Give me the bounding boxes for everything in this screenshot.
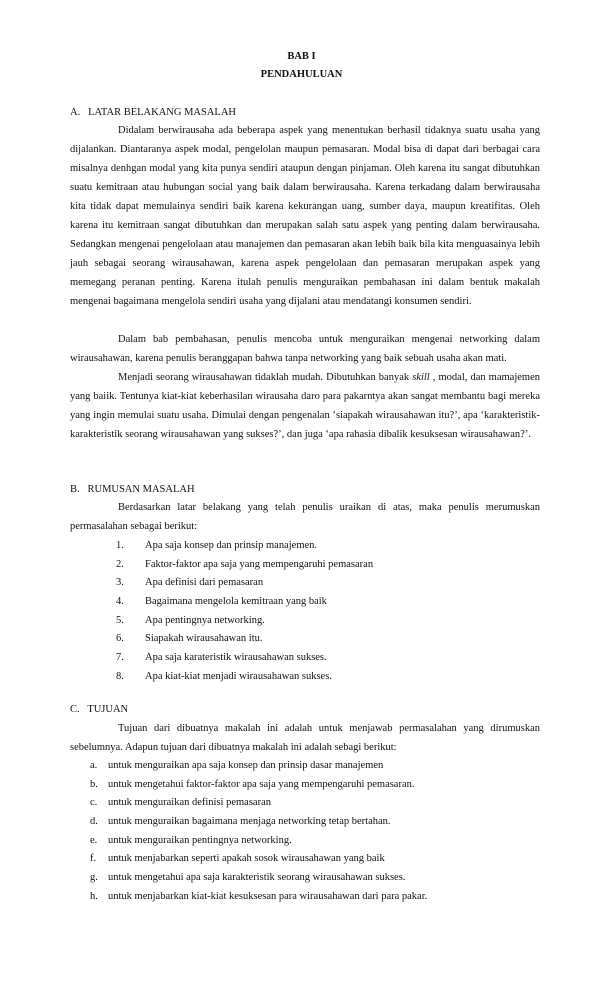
section-c-intro [70, 719, 540, 757]
list-item-text: untuk menjabarkan kiat-kiat kesuksesan para wirausahawan dari para pakar. [108, 890, 428, 902]
objective-list [70, 757, 550, 907]
section-a-paragraph-3-text-before: Menjadi seorang wirausahawan tidaklah mudah. Dibutuhkan banyak [118, 372, 413, 383]
list-item-text: Faktor-faktor apa saja yang mempengaruhi pemasaran [145, 558, 374, 570]
list-item-text: untuk menguraikan bagaimana menjaga networking tetap bertahan. [108, 816, 391, 828]
list-item-letter: b. [90, 778, 98, 790]
list-item-letter: f. [90, 853, 97, 865]
section-a-paragraph-2 [70, 330, 540, 368]
list-item-text: Apa kiat-kiat menjadi wirausahawan sukses. [145, 670, 332, 682]
list-item-text: untuk mengetahui faktor-faktor apa saja yang mempengaruhi pemasaran. [108, 778, 415, 790]
problem-list [70, 537, 550, 687]
skill-emphasis: skill [412, 372, 430, 383]
list-item [70, 649, 550, 668]
list-item [70, 850, 550, 869]
list-item-text: Apa saja konsep dan prinsip manajemen. [145, 540, 318, 551]
list-item [70, 668, 550, 687]
list-item-text: untuk menguraikan definisi pemasaran [108, 797, 271, 809]
list-item [70, 593, 550, 612]
list-item [70, 612, 550, 631]
list-item-text: Siapakah wirausahawan itu. [145, 633, 263, 645]
list-item-letter: d. [90, 816, 98, 828]
chapter-title: PENDAHULUAN [260, 69, 343, 80]
section-a-paragraph-3 [70, 368, 540, 444]
list-item [70, 537, 550, 556]
list-item-number: 8. [116, 670, 124, 682]
section-c-heading: C. TUJUAN [70, 704, 129, 715]
section-a-paragraph-2-text: Dalam bab pembahasan, penulis mencoba untuk menguraikan mengenai networking dalam wirausahawan, karena penulis beranggapan bahwa tanpa networking yang baik sebuah usaha akan mati. [70, 334, 540, 364]
list-item-letter: e. [90, 834, 98, 846]
list-item-text: untuk menjabarkan seperti apakah sosok wirausahawan yang baik [108, 853, 385, 865]
list-item [70, 888, 550, 907]
list-item-letter: a. [90, 760, 98, 771]
list-item-letter: c. [90, 797, 98, 809]
list-item-text: Apa pentingnya networking. [145, 614, 265, 626]
list-item-text: Apa saja karateristik wirausahawan sukses. [145, 652, 327, 664]
list-item [70, 794, 550, 813]
list-item [70, 757, 550, 776]
list-item [70, 776, 550, 795]
section-a-paragraph-1 [70, 121, 540, 311]
section-a-paragraph-3-text-after: , modal, dan mamajemen yang baiik. Tentunya kiat-kiat keberhasilan wirausaha daro para pakarntya akan sangat membantu bagi mereka yang ingin memulai suatu usaha. Dimulai dengan pengenalan ‘siapakah wirausahawan itu?’, apa ‘karakteristik-karakteristik seorang wirausahawan yang sukses?’, dan juga ‘apa rahasia dibalik kesuksesan wirausahawan?’. [70, 372, 540, 440]
list-item-number: 6. [116, 633, 124, 645]
list-item-text: untuk mengetahui apa saja karakteristik seorang wirausahawan sukses. [108, 872, 406, 884]
list-item-letter: g. [90, 872, 98, 884]
list-item [70, 556, 550, 575]
section-a-heading: A. LATAR BELAKANG MASALAH [70, 107, 236, 118]
section-b-heading: B. RUMUSAN MASALAH [70, 484, 195, 495]
section-b-intro [70, 498, 540, 536]
list-item [70, 832, 550, 851]
list-item [70, 574, 550, 593]
list-item-number: 5. [116, 614, 124, 626]
list-item-text: Bagaimana mengelola kemitraan yang baik [145, 596, 327, 608]
chapter-number: BAB I [287, 51, 316, 62]
list-item-text: untuk menguraikan apa saja konsep dan prinsip dasar manajemen [108, 760, 384, 771]
list-item [70, 813, 550, 832]
list-item-number: 4. [116, 596, 124, 608]
list-item [70, 630, 550, 649]
list-item [70, 869, 550, 888]
list-item-number: 1. [116, 540, 124, 551]
section-a-paragraph-1-text: Didalam berwirausaha ada beberapa aspek yang menentukan berhasil tidaknya suatu usaha yang dijalankan. Diantaranya aspek modal, pengelolan maupun pemasaran. Modal bisa di dapat dari berbagai cara misalnya denhgan modal yang kita punya sendiri ataupun dengan pinjaman. Oleh karena itu sangat dibutuhkan suatu kemitraan atau hubungan social yang baik dalam berwirausaha. Karena terkadang dalam berwirausaha kita tidak dapat memulainya sendiri baik karena kekurangan uang, sumber daya, maupun kreatifitas. Oleh karena itu kemitraan sangat dibutuhkan dan merupakan salah satu aspek yang penting dalam berwirausaha. Sedangkan mengenai pengelolaan atau manajemen dan pemasaran akan lebih baik bila kita menguasainya lebih jauh sebagai seorang wirausahawan, karena aspek pengelolaan dan pemasaran merupakan aspek yang memegang peranan penting. Karena itulah penulis menguraikan pembahasan ini dalam bentuk makalah mengenai bagaimana mengelola sendiri usaha yang dijalani atau mendatangi konsumen sendiri. [70, 125, 540, 307]
list-item-letter: h. [90, 890, 98, 902]
section-c-intro-text: Tujuan dari dibuatnya makalah ini adalah untuk menjawab permasalahan yang dirumuskan sebelumnya. Adapun tujuan dari dibuatnya makalah ini adalah sebagi berikut: [70, 723, 540, 753]
list-item-text: untuk menguraikan pentingnya networking. [108, 834, 292, 846]
list-item-number: 3. [116, 577, 124, 589]
list-item-number: 7. [116, 652, 124, 664]
list-item-number: 2. [116, 558, 124, 570]
list-item-text: Apa definisi dari pemasaran [145, 577, 264, 589]
section-b-intro-text: Berdasarkan latar belakang yang telah penulis uraikan di atas, maka penulis merumuskan permasalahan sebagai berikut: [70, 502, 540, 532]
